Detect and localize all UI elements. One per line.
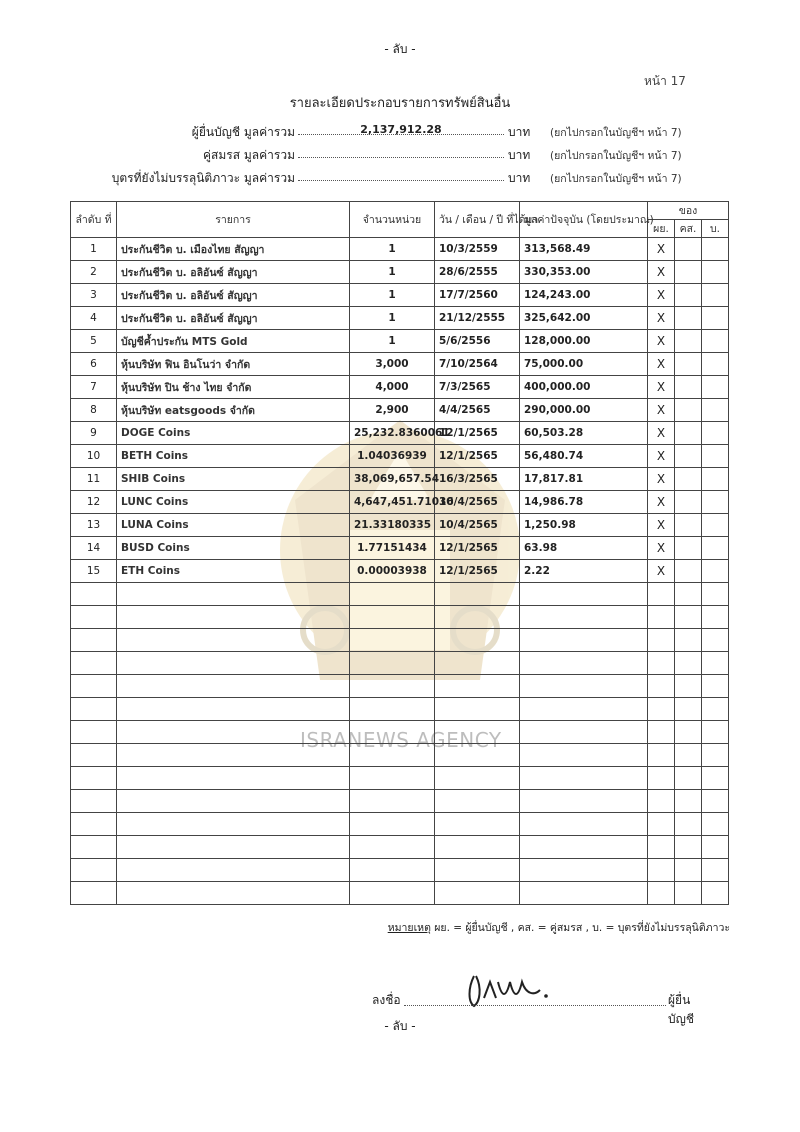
cell-item: หุ้นบริษัท ฟิน อินโนว่า จำกัด: [117, 353, 350, 376]
cell-date: 7/10/2564: [435, 353, 520, 376]
cell-item: BETH Coins: [117, 445, 350, 468]
cell-qty: 1: [350, 284, 435, 307]
cell-empty: [648, 836, 675, 859]
cell-item: SHIB Coins: [117, 468, 350, 491]
table-row-empty: [71, 836, 729, 859]
cell-owner-spouse: [675, 445, 702, 468]
cell-owner-filer: X: [648, 376, 675, 399]
cell-empty: [675, 744, 702, 767]
watermark-text: ISRANEWS AGENCY: [300, 728, 502, 752]
cell-empty: [71, 859, 117, 882]
declaration-minor-label: บุตรที่ยังไม่บรรลุนิติภาวะ มูลค่ารวม: [111, 171, 295, 185]
cell-empty: [520, 882, 648, 905]
cell-empty: [435, 698, 520, 721]
cell-date: 12/1/2565: [435, 537, 520, 560]
cell-empty: [435, 836, 520, 859]
cell-empty: [648, 675, 675, 698]
cell-owner-child: [702, 307, 729, 330]
cell-item: LUNC Coins: [117, 491, 350, 514]
declaration-spouse-label: คู่สมรส มูลค่ารวม: [203, 148, 295, 162]
cell-empty: [117, 790, 350, 813]
cell-date: 16/3/2565: [435, 468, 520, 491]
table-row-empty: [71, 813, 729, 836]
cell-empty: [350, 675, 435, 698]
cell-empty: [117, 744, 350, 767]
cell-empty: [71, 836, 117, 859]
table-row: [71, 537, 729, 560]
cell-empty: [520, 859, 648, 882]
cell-value: 1,250.98: [520, 514, 648, 537]
cell-value: 2.22: [520, 560, 648, 583]
col-header-owner-child: บ.: [702, 220, 729, 238]
cell-owner-child: [702, 376, 729, 399]
cell-empty: [702, 652, 729, 675]
cell-owner-filer: X: [648, 284, 675, 307]
col-header-no: ลำดับ ที่: [71, 202, 117, 238]
signature-role: ผู้ยื่นบัญชี: [668, 993, 694, 1026]
cell-empty: [71, 675, 117, 698]
cell-date: 10/3/2559: [435, 238, 520, 261]
cell-date: 17/7/2560: [435, 284, 520, 307]
cell-empty: [648, 606, 675, 629]
table-row-empty: [71, 629, 729, 652]
cell-qty: 4,647,451.71036: [350, 491, 435, 514]
cell-empty: [675, 767, 702, 790]
cell-empty: [648, 813, 675, 836]
cell-empty: [520, 721, 648, 744]
cell-owner-child: [702, 445, 729, 468]
table-row: [71, 376, 729, 399]
cell-empty: [675, 859, 702, 882]
cell-empty: [350, 629, 435, 652]
cell-empty: [71, 813, 117, 836]
table-row-empty: [71, 790, 729, 813]
cell-empty: [675, 698, 702, 721]
cell-empty: [520, 675, 648, 698]
cell-item: ประกันชีวิต บ. อลิอันซ์ สัญญา: [117, 307, 350, 330]
cell-owner-spouse: [675, 353, 702, 376]
cell-date: 5/6/2556: [435, 330, 520, 353]
cell-owner-child: [702, 399, 729, 422]
cell-date: 10/4/2565: [435, 491, 520, 514]
cell-item: ประกันชีวิต บ. อลิอันซ์ สัญญา: [117, 284, 350, 307]
cell-empty: [648, 583, 675, 606]
cell-empty: [648, 629, 675, 652]
cell-empty: [435, 744, 520, 767]
cell-owner-child: [702, 261, 729, 284]
cell-empty: [71, 744, 117, 767]
cell-empty: [435, 675, 520, 698]
cell-owner-child: [702, 238, 729, 261]
cell-empty: [350, 767, 435, 790]
cell-qty: 4,000: [350, 376, 435, 399]
page-title: รายละเอียดประกอบรายการทรัพย์สินอื่น: [289, 96, 511, 111]
cell-owner-filer: X: [648, 238, 675, 261]
cell-date: 4/4/2565: [435, 399, 520, 422]
cell-no: 15: [71, 560, 117, 583]
cell-empty: [117, 698, 350, 721]
cell-owner-filer: X: [648, 445, 675, 468]
cell-empty: [435, 583, 520, 606]
cell-empty: [435, 882, 520, 905]
cell-empty: [71, 583, 117, 606]
cell-no: 9: [71, 422, 117, 445]
cell-date: 21/12/2555: [435, 307, 520, 330]
cell-owner-filer: X: [648, 560, 675, 583]
cell-empty: [71, 606, 117, 629]
cell-qty: 0.00003938: [350, 560, 435, 583]
cell-empty: [702, 767, 729, 790]
declaration-minor: [111, 169, 720, 189]
cell-owner-spouse: [675, 376, 702, 399]
footnote-label: หมายเหตุ: [387, 922, 431, 934]
table-row-empty: [71, 859, 729, 882]
cell-no: 8: [71, 399, 117, 422]
table-row: [71, 445, 729, 468]
cell-empty: [702, 790, 729, 813]
cell-date: 10/4/2565: [435, 514, 520, 537]
cell-empty: [435, 859, 520, 882]
cell-qty: 3,000: [350, 353, 435, 376]
cell-empty: [350, 813, 435, 836]
cell-item: DOGE Coins: [117, 422, 350, 445]
cell-item: ประกันชีวิต บ. อลิอันซ์ สัญญา: [117, 261, 350, 284]
cell-empty: [435, 767, 520, 790]
cell-empty: [520, 698, 648, 721]
cell-empty: [350, 859, 435, 882]
cell-empty: [648, 698, 675, 721]
cell-empty: [702, 836, 729, 859]
cell-empty: [435, 606, 520, 629]
col-header-owner-spouse: คส.: [675, 220, 702, 238]
cell-empty: [702, 882, 729, 905]
secret-mark-top: - ลับ -: [384, 42, 416, 56]
cell-qty: 25,232.8360061: [350, 422, 435, 445]
cell-no: 10: [71, 445, 117, 468]
cell-empty: [675, 606, 702, 629]
cell-empty: [702, 629, 729, 652]
cell-item: หุ้นบริษัท ปิน ช้าง ไทย จำกัด: [117, 376, 350, 399]
cell-empty: [117, 629, 350, 652]
table-row: [71, 261, 729, 284]
cell-empty: [350, 790, 435, 813]
cell-empty: [520, 652, 648, 675]
cell-empty: [435, 790, 520, 813]
cell-owner-spouse: [675, 422, 702, 445]
cell-date: 12/1/2565: [435, 445, 520, 468]
cell-empty: [702, 698, 729, 721]
cell-owner-child: [702, 468, 729, 491]
table-row-empty: [71, 767, 729, 790]
cell-empty: [702, 675, 729, 698]
table-row: [71, 330, 729, 353]
cell-no: 11: [71, 468, 117, 491]
col-header-qty: จำนวนหน่วย: [350, 202, 435, 238]
table-row: [71, 491, 729, 514]
cell-owner-filer: X: [648, 468, 675, 491]
cell-owner-child: [702, 514, 729, 537]
cell-empty: [350, 698, 435, 721]
cell-empty: [675, 675, 702, 698]
cell-empty: [675, 790, 702, 813]
cell-empty: [520, 836, 648, 859]
col-header-owner-filer: ผย.: [648, 220, 675, 238]
declaration-filer: [120, 123, 720, 143]
assets-table: [70, 201, 729, 905]
cell-empty: [71, 767, 117, 790]
table-row-empty: [71, 583, 729, 606]
cell-empty: [71, 882, 117, 905]
cell-date: 12/1/2565: [435, 560, 520, 583]
cell-empty: [520, 583, 648, 606]
cell-empty: [71, 629, 117, 652]
cell-empty: [675, 629, 702, 652]
cell-value: 313,568.49: [520, 238, 648, 261]
cell-empty: [648, 721, 675, 744]
cell-empty: [702, 813, 729, 836]
cell-empty: [648, 744, 675, 767]
cell-owner-spouse: [675, 560, 702, 583]
col-header-date: วัน / เดือน / ปี ที่ได้มา: [435, 202, 520, 238]
cell-owner-spouse: [675, 284, 702, 307]
cell-qty: 1.77151434: [350, 537, 435, 560]
page-number: หน้า 17: [644, 74, 686, 88]
cell-qty: 1: [350, 307, 435, 330]
cell-empty: [350, 583, 435, 606]
cell-empty: [648, 882, 675, 905]
cell-owner-spouse: [675, 491, 702, 514]
cell-item: หุ้นบริษัท eatsgoods จำกัด: [117, 399, 350, 422]
cell-empty: [675, 583, 702, 606]
cell-empty: [520, 629, 648, 652]
cell-empty: [648, 767, 675, 790]
signature-label: ลงชื่อ: [372, 993, 401, 1007]
cell-value: 60,503.28: [520, 422, 648, 445]
cell-owner-child: [702, 330, 729, 353]
cell-empty: [675, 882, 702, 905]
cell-empty: [702, 859, 729, 882]
table-row-empty: [71, 698, 729, 721]
cell-owner-child: [702, 491, 729, 514]
cell-date: 7/3/2565: [435, 376, 520, 399]
cell-owner-spouse: [675, 261, 702, 284]
cell-item: ประกันชีวิต บ. เมืองไทย สัญญา: [117, 238, 350, 261]
cell-empty: [435, 629, 520, 652]
secret-mark-bottom: - ลับ -: [384, 1019, 416, 1033]
cell-no: 3: [71, 284, 117, 307]
table-row: [71, 307, 729, 330]
cell-empty: [648, 652, 675, 675]
cell-empty: [117, 606, 350, 629]
cell-no: 12: [71, 491, 117, 514]
cell-empty: [117, 813, 350, 836]
cell-item: ETH Coins: [117, 560, 350, 583]
cell-no: 2: [71, 261, 117, 284]
table-row-empty: [71, 721, 729, 744]
cell-value: 290,000.00: [520, 399, 648, 422]
table-row-empty: [71, 882, 729, 905]
table-row: [71, 399, 729, 422]
cell-empty: [520, 813, 648, 836]
cell-owner-spouse: [675, 468, 702, 491]
cell-empty: [350, 721, 435, 744]
cell-owner-spouse: [675, 307, 702, 330]
cell-qty: 1: [350, 238, 435, 261]
cell-date: 28/6/2555: [435, 261, 520, 284]
declaration-spouse-unit: บาท: [508, 148, 531, 162]
cell-empty: [675, 721, 702, 744]
cell-owner-filer: X: [648, 261, 675, 284]
declaration-minor-unit: บาท: [508, 171, 531, 185]
declaration-spouse: [120, 146, 720, 166]
cell-qty: 1: [350, 261, 435, 284]
cell-empty: [702, 721, 729, 744]
cell-no: 5: [71, 330, 117, 353]
cell-no: 1: [71, 238, 117, 261]
declaration-minor-note: (ยกไปกรอกในบัญชีฯ หน้า 7): [550, 173, 682, 185]
cell-owner-filer: X: [648, 307, 675, 330]
declaration-filer-unit: บาท: [508, 125, 531, 139]
cell-empty: [648, 790, 675, 813]
cell-empty: [350, 652, 435, 675]
table-row-empty: [71, 744, 729, 767]
table-row-empty: [71, 606, 729, 629]
signature-line: [404, 1005, 666, 1006]
footnote-text: ผย. = ผู้ยื่นบัญชี , คส. = คู่สมรส , บ. = บุตรที่ยังไม่บรรลุนิติภาวะ: [430, 922, 730, 934]
cell-value: 128,000.00: [520, 330, 648, 353]
cell-value: 14,986.78: [520, 491, 648, 514]
cell-empty: [350, 606, 435, 629]
cell-empty: [117, 882, 350, 905]
cell-item: บัญชีค้ำประกัน MTS Gold: [117, 330, 350, 353]
cell-empty: [702, 606, 729, 629]
cell-empty: [648, 859, 675, 882]
cell-qty: 21.33180335: [350, 514, 435, 537]
cell-empty: [350, 882, 435, 905]
cell-empty: [71, 698, 117, 721]
cell-empty: [117, 767, 350, 790]
cell-empty: [350, 744, 435, 767]
table-row: [71, 514, 729, 537]
cell-empty: [117, 721, 350, 744]
col-header-value: มูลค่าปัจจุบัน (โดยประมาณ): [520, 202, 648, 238]
cell-empty: [117, 652, 350, 675]
cell-owner-filer: X: [648, 353, 675, 376]
cell-item: LUNA Coins: [117, 514, 350, 537]
cell-empty: [117, 675, 350, 698]
cell-owner-filer: X: [648, 537, 675, 560]
cell-empty: [675, 836, 702, 859]
table-row: [71, 353, 729, 376]
cell-no: 6: [71, 353, 117, 376]
table-row: [71, 284, 729, 307]
table-row-empty: [71, 652, 729, 675]
cell-empty: [117, 859, 350, 882]
cell-qty: 1: [350, 330, 435, 353]
cell-item: BUSD Coins: [117, 537, 350, 560]
cell-owner-child: [702, 422, 729, 445]
cell-value: 400,000.00: [520, 376, 648, 399]
cell-no: 13: [71, 514, 117, 537]
cell-empty: [520, 790, 648, 813]
table-row: [71, 468, 729, 491]
cell-value: 56,480.74: [520, 445, 648, 468]
cell-value: 17,817.81: [520, 468, 648, 491]
cell-owner-spouse: [675, 330, 702, 353]
cell-date: 12/1/2565: [435, 422, 520, 445]
cell-owner-spouse: [675, 399, 702, 422]
cell-owner-spouse: [675, 238, 702, 261]
table-row-empty: [71, 675, 729, 698]
cell-value: 325,642.00: [520, 307, 648, 330]
cell-qty: 1.04036939: [350, 445, 435, 468]
footnote: [380, 919, 730, 936]
declaration-filer-value: 2,137,912.28: [360, 123, 442, 136]
cell-empty: [71, 721, 117, 744]
cell-owner-child: [702, 284, 729, 307]
cell-value: 124,243.00: [520, 284, 648, 307]
cell-value: 330,353.00: [520, 261, 648, 284]
table-row: [71, 238, 729, 261]
cell-empty: [117, 836, 350, 859]
cell-empty: [71, 652, 117, 675]
cell-no: 7: [71, 376, 117, 399]
cell-empty: [675, 813, 702, 836]
col-header-owner: ของ: [648, 202, 729, 220]
cell-owner-filer: X: [648, 399, 675, 422]
cell-empty: [350, 836, 435, 859]
cell-qty: 2,900: [350, 399, 435, 422]
col-header-item: รายการ: [117, 202, 350, 238]
cell-owner-spouse: [675, 537, 702, 560]
cell-empty: [435, 721, 520, 744]
cell-owner-child: [702, 537, 729, 560]
cell-empty: [520, 767, 648, 790]
cell-value: 75,000.00: [520, 353, 648, 376]
cell-empty: [520, 606, 648, 629]
table-row: [71, 422, 729, 445]
cell-value: 63.98: [520, 537, 648, 560]
cell-owner-spouse: [675, 514, 702, 537]
cell-empty: [71, 790, 117, 813]
cell-owner-filer: X: [648, 491, 675, 514]
cell-owner-filer: X: [648, 422, 675, 445]
cell-empty: [435, 813, 520, 836]
cell-qty: 38,069,657.54: [350, 468, 435, 491]
cell-empty: [520, 744, 648, 767]
cell-owner-child: [702, 560, 729, 583]
cell-no: 14: [71, 537, 117, 560]
cell-empty: [675, 652, 702, 675]
declaration-filer-note: (ยกไปกรอกในบัญชีฯ หน้า 7): [550, 127, 682, 139]
cell-owner-filer: X: [648, 330, 675, 353]
cell-owner-child: [702, 353, 729, 376]
cell-empty: [435, 652, 520, 675]
cell-owner-filer: X: [648, 514, 675, 537]
cell-empty: [117, 583, 350, 606]
declaration-spouse-note: (ยกไปกรอกในบัญชีฯ หน้า 7): [550, 150, 682, 162]
cell-empty: [702, 583, 729, 606]
table-row: [71, 560, 729, 583]
declaration-filer-label: ผู้ยื่นบัญชี มูลค่ารวม: [191, 125, 295, 139]
cell-empty: [702, 744, 729, 767]
cell-no: 4: [71, 307, 117, 330]
